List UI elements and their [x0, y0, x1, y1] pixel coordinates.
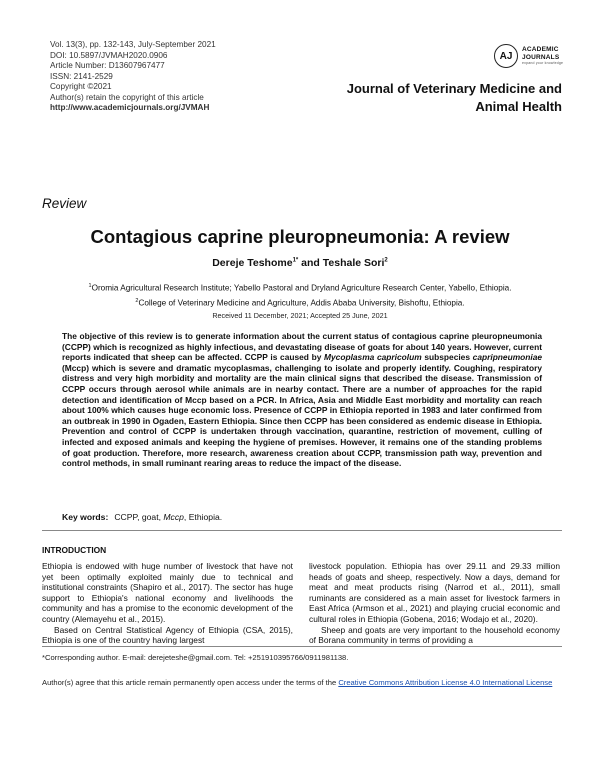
footnote-divider — [42, 646, 562, 647]
received-dates: Received 11 December, 2021; Accepted 25 June, 2021 — [212, 311, 388, 320]
abstract-text: subspecies — [421, 352, 473, 363]
author-conjunction: and — [298, 257, 323, 269]
intro-column-left — [42, 561, 293, 646]
journal-url[interactable]: http://www.academicjournals.org/JVMAH — [50, 103, 210, 112]
author-superscript: 1* — [292, 257, 299, 264]
paragraph: livestock population. Ethiopia has over 29.11 and 29.33 million heads of goats and sheep, respectively. Now a days, demand for meat and meat products rising (Narrod et al., 2011), small ruminants are considered as a main asset for livestock farmers in East Africa (Armson et al., 2021) and playing crucial economic and cultural roles in Ethiopia (Gobena, 2016; Wodajo et al., 2020). — [309, 561, 560, 624]
introduction-heading: INTRODUCTION — [42, 545, 107, 555]
logo-line2: JOURNALS — [522, 53, 560, 61]
keywords-text: , Ethiopia. — [183, 512, 223, 522]
author-superscript: 2 — [384, 257, 388, 264]
intro-column-right — [309, 561, 560, 646]
volume-info: Vol. 13(3), pp. 132-143, July-September 2021 — [50, 40, 216, 49]
publisher-logo — [494, 44, 563, 68]
logo-line1: ACADEMIC — [522, 46, 559, 53]
affiliation-text: Oromia Agricultural Research Institute; Yabello Pastoral and Dryland Agriculture Research Center, Yabello, Ethiopia. — [91, 283, 512, 293]
keywords-text: CCPP, goat, — [114, 512, 164, 522]
author-name: Teshale Sori — [322, 257, 385, 269]
article-number: Article Number: D13607967477 — [50, 61, 165, 70]
journal-title: Journal of Veterinary Medicine and Animal Health — [346, 81, 562, 114]
abstract — [62, 331, 542, 469]
license-text: Author(s) agree that this article remain permanently open access under the terms of the — [42, 678, 339, 687]
abstract-italic: Mycoplasma capricolum — [324, 352, 422, 363]
affiliations — [0, 280, 600, 309]
abstract-text: The objective of this review is to generate information about the current status of contagious caprine pleuropneumonia (CCPP) which is recognized as highly infectious, and devastating disease of goats for about 140 years. However, current reports indicated that sheep can be affected. CCPP is caused by — [62, 331, 542, 363]
affiliation-2 — [0, 295, 600, 310]
logo-text — [522, 46, 563, 66]
author-list — [0, 257, 600, 269]
affiliation-text: College of Veterinary Medicine and Agriculture, Addis Ababa University, Bishoftu, Ethiopia. — [138, 298, 465, 308]
license-link[interactable]: Creative Commons Attribution License 4.0 International License — [338, 678, 553, 687]
affiliation-1 — [0, 280, 600, 295]
issn: ISSN: 2141-2529 — [50, 71, 113, 81]
affiliation-number: 1 — [88, 283, 92, 289]
article-metadata — [50, 40, 216, 114]
paragraph: Sheep and goats are very important to the household economy of Borana community in terms of providing a — [309, 624, 560, 646]
corresponding-author: *Corresponding author. E-mail: derejeteshe@gmail.com. Tel: +251910395766/0911981138. — [42, 653, 349, 662]
rights-notice: Author(s) retain the copyright of this article — [50, 92, 204, 102]
copyright: Copyright ©2021 — [50, 82, 112, 91]
abstract-text: (Mccp) which is severe and dramatic mycoplasmas, challenging to isolate and properly identify. Coughing, respiratory distress and very high morbidity and mortality are the main clinical signs that described the disease. Transmission of CCPP occurs through aerosol while animals are in nearby contact. There are a number of approaches for the rapid detection and identification of Mccp based on a PCR. In Africa, Asia and Middle East morbidity and mortality can reach about 100% which causes huge economic loss. Presence of CCPP in Ethiopia reported in 1983 and later confirmed from an outbreak in 1990 in Ogaden, Eastern Ethiopia. Since then CCPP has been considered as endemic disease in Ethiopia. Prevention and control of CCPP is undertaken through vaccination, quarantine, restriction of movement, culling of infected and exposed animals and keeping the hygiene of premises. However, it remains one of the standing problems of goat production. Therefore, more research, awareness creation about CCPP, transmission path way, prevention and control methods, in small ruminant rearing areas to reduce the impact of the disease. — [62, 362, 542, 469]
doi: DOI: 10.5897/JVMAH2020.0906 — [50, 50, 168, 60]
article-type: Review — [42, 196, 87, 211]
article-title: Contagious caprine pleuropneumonia: A review — [90, 226, 510, 247]
aj-logo-icon: AJ — [494, 44, 518, 68]
keywords-label: Key words: — [62, 512, 109, 522]
section-divider — [42, 530, 562, 531]
logo-tagline: expand your knowledge — [522, 61, 564, 65]
keywords-italic: Mccp — [163, 512, 184, 522]
paragraph: Based on Central Statistical Agency of Ethiopia (CSA, 2015), Ethiopia is one of the country having largest — [42, 624, 293, 646]
affiliation-number: 2 — [135, 297, 139, 304]
license-notice — [42, 678, 562, 689]
author-name: Dereje Teshome — [212, 257, 293, 269]
keywords — [62, 512, 222, 522]
abstract-italic: capripneumoniae — [472, 352, 543, 363]
paragraph: Ethiopia is endowed with huge number of livestock that have not yet been optimally exploited mainly due to technical and institutional constraints (Shapiro et al., 2017). The sector has huge support to Ethiopia's national economy and livelihoods the community and has a promise to the economic development of the country (Alemayehu et al., 2015). — [42, 561, 293, 624]
